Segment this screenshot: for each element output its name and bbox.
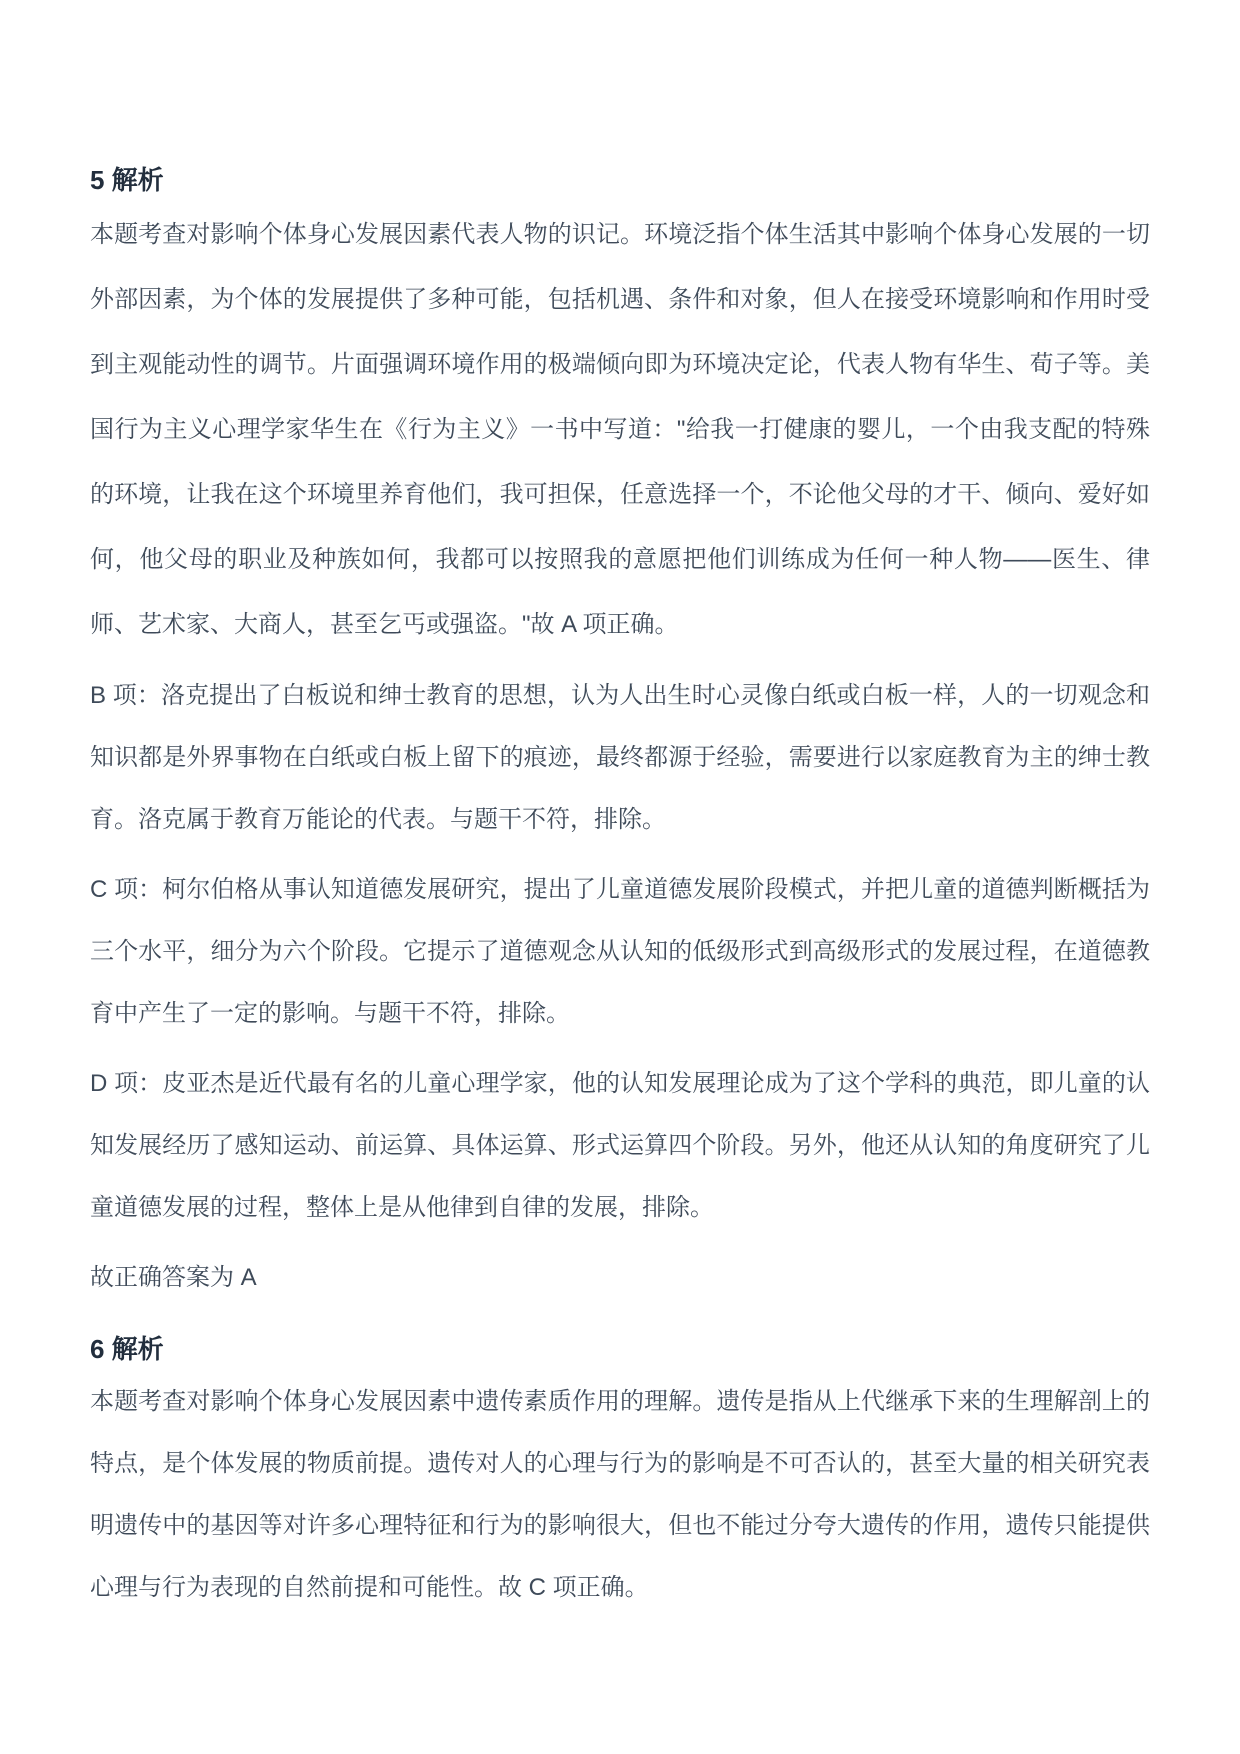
section-6-analysis-paragraph: 本题考查对影响个体身心发展因素中遗传素质作用的理解。遗传是指从上代继承下来的生理解剖上的特点，是个体发展的物质前提。遗传对人的心理与行为的影响是不可否认的，甚至大量的相关研究表明遗传中的基因等对许多心理特征和行为的影响很大，但也不能过分夸大遗传的作用，遗传只能提供心理与行为表现的自然前提和可能性。故 C 项正确。 [90, 1388, 1150, 1601]
section-5-heading: 5 解析 [90, 165, 164, 195]
section-5-option-d-paragraph: D 项：皮亚杰是近代最有名的儿童心理学家，他的认知发展理论成为了这个学科的典范，即儿童的认知发展经历了感知运动、前运算、具体运算、形式运算四个阶段。另外，他还从认知的角度研究了儿童道德发展的过程，整体上是从他律到自律的发展，排除。 [90, 1070, 1150, 1221]
section-6-heading: 6 解析 [90, 1334, 164, 1364]
section-5 [90, 148, 1150, 1309]
section-5-option-c-paragraph: C 项：柯尔伯格从事认知道德发展研究，提出了儿童道德发展阶段模式，并把儿童的道德判断概括为三个水平，细分为六个阶段。它提示了道德观念从认知的低级形式到高级形式的发展过程，在道德教育中产生了一定的影响。与题干不符，排除。 [90, 876, 1150, 1027]
section-6 [90, 1317, 1150, 1619]
section-5-answer-line: 故正确答案为 A [90, 1264, 257, 1291]
section-5-analysis-paragraph: 本题考查对影响个体身心发展因素代表人物的识记。环境泛指个体生活其中影响个体身心发展的一切外部因素，为个体的发展提供了多种可能，包括机遇、条件和对象，但人在接受环境影响和作用时受到主观能动性的调节。片面强调环境作用的极端倾向即为环境决定论，代表人物有华生、荀子等。美国行为主义心理学家华生在《行为主义》一书中写道："给我一打健康的婴儿，一个由我支配的特殊的环境，让我在这个环境里养育他们，我可担保，任意选择一个，不论他父母的才干、倾向、爱好如何，他父母的职业及种族如何，我都可以按照我的意愿把他们训练成为任何一种人物——医生、律师、艺术家、大商人，甚至乞丐或强盗。"故 A 项正确。 [90, 221, 1150, 638]
section-5-option-b-paragraph: B 项：洛克提出了白板说和绅士教育的思想，认为人出生时心灵像白纸或白板一样，人的一切观念和知识都是外界事物在白纸或白板上留下的痕迹，最终都源于经验，需要进行以家庭教育为主的绅士教育。洛克属于教育万能论的代表。与题干不符，排除。 [90, 682, 1150, 833]
